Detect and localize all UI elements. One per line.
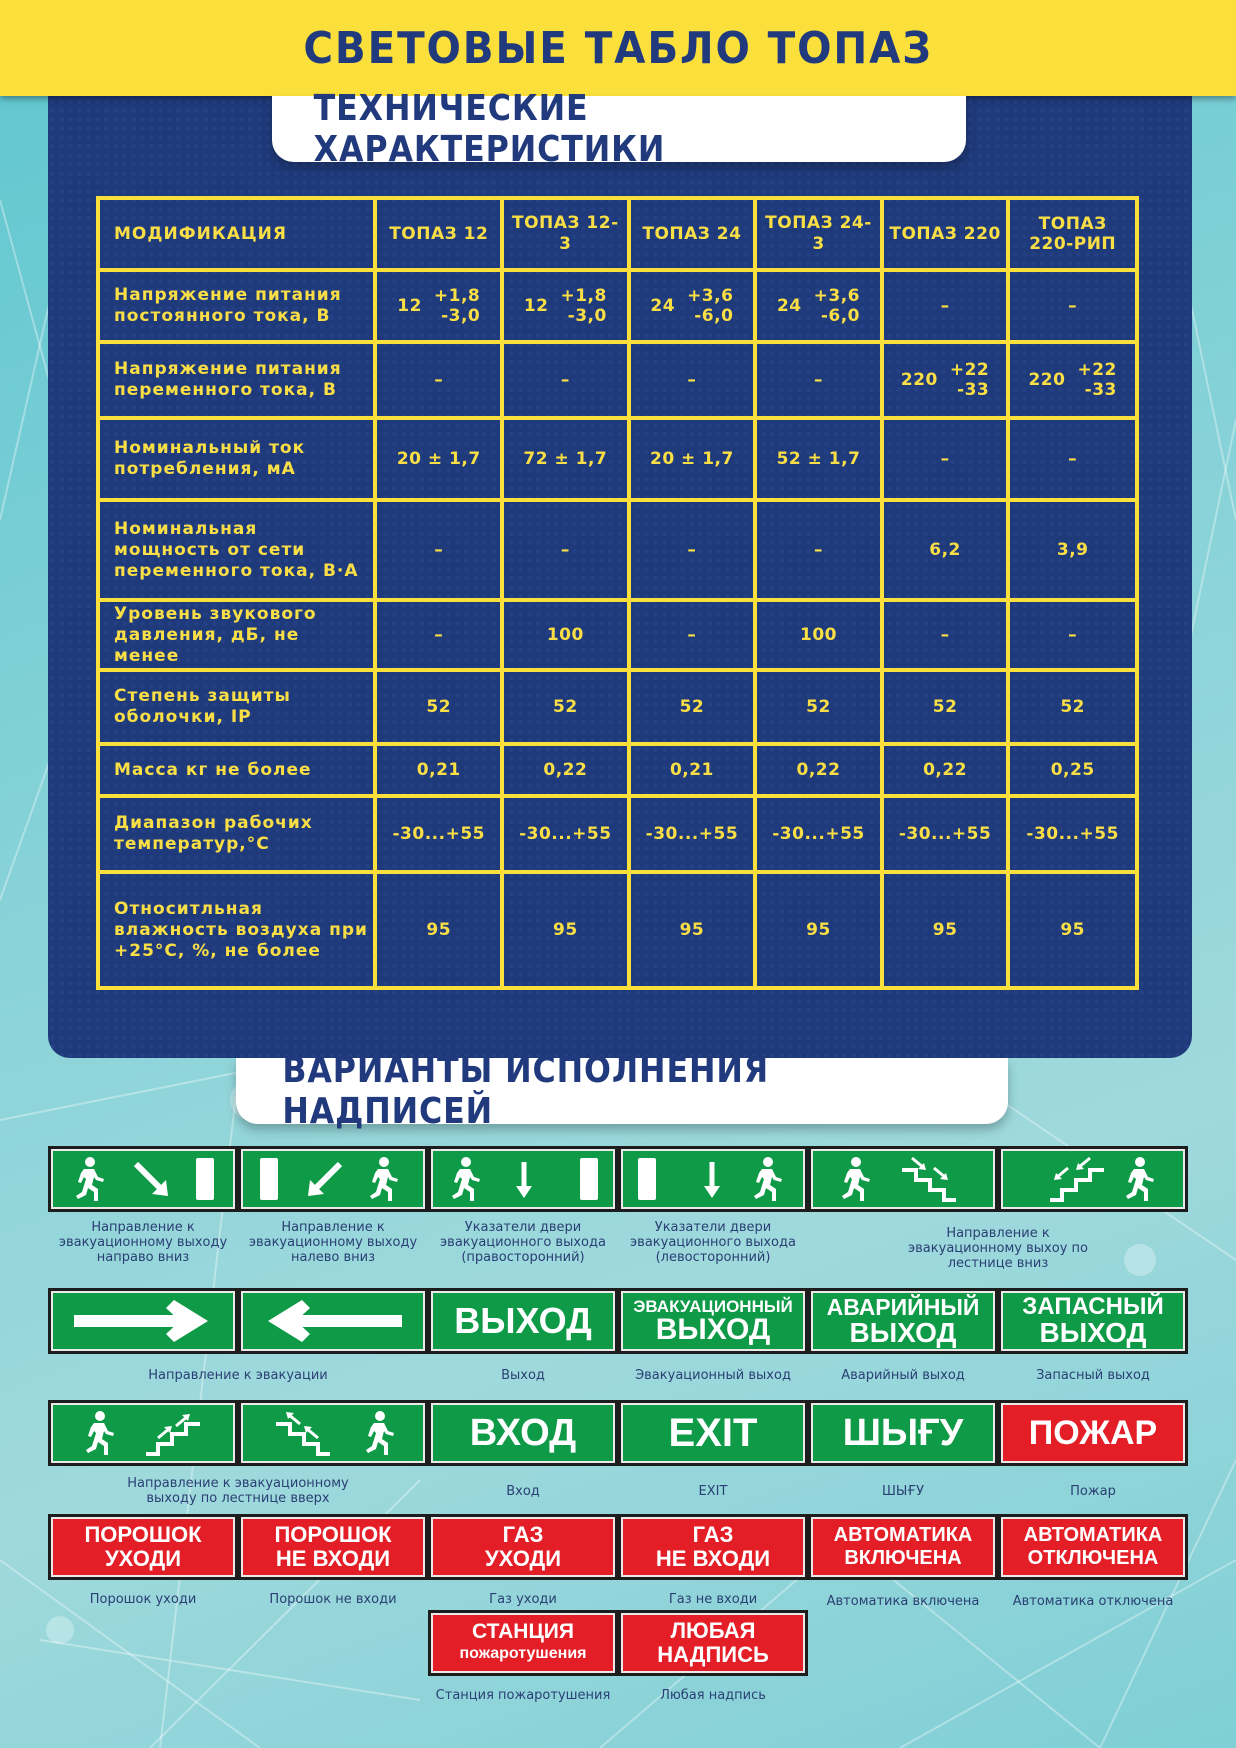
table-cell: 52 bbox=[882, 670, 1009, 744]
sign-evacuation-left-down bbox=[238, 1146, 428, 1212]
stairs-up-running-man-icon bbox=[248, 1408, 418, 1458]
table-cell: 20 ± 1,7 bbox=[629, 418, 756, 500]
table-row bbox=[98, 600, 1137, 670]
sign-caption: Аварийный выход bbox=[841, 1368, 965, 1383]
signs-section-header bbox=[236, 1050, 1008, 1132]
table-cell: 100 bbox=[755, 600, 882, 670]
table-header-row bbox=[98, 198, 1137, 270]
table-cell: – bbox=[1008, 600, 1137, 670]
table-cell: – bbox=[755, 342, 882, 418]
sign-caption: Направление к эвакуационному выходу по лестнице вверх bbox=[127, 1476, 349, 1506]
table-cell: – bbox=[629, 500, 756, 600]
sign-stairs-down-right bbox=[808, 1146, 998, 1212]
sign-arrow-right bbox=[48, 1288, 238, 1354]
sign-stairs-up-right bbox=[48, 1400, 238, 1466]
table-cell: – bbox=[882, 600, 1009, 670]
sign-automation-on: АВТОМАТИКА ВКЛЮЧЕНА bbox=[808, 1514, 998, 1580]
table-cell: – bbox=[502, 342, 629, 418]
running-man-arrow-down-door-icon bbox=[438, 1154, 608, 1204]
row-param: Номинальный ток потребления, мА bbox=[98, 418, 375, 500]
running-man-stairs-up-icon bbox=[58, 1408, 228, 1458]
row-param: Напряжение питания переменного тока, В bbox=[98, 342, 375, 418]
sign-caption: Порошок уходи bbox=[89, 1592, 197, 1607]
sign-caption: EXIT bbox=[698, 1484, 728, 1499]
sign-caption: Направление к эвакуации bbox=[148, 1368, 328, 1383]
table-cell: -30...+55 bbox=[1008, 796, 1137, 872]
header-model: ТОПАЗ 220-РИП bbox=[1008, 198, 1137, 270]
table-cell: 95 bbox=[755, 872, 882, 988]
running-man-stairs-down-icon bbox=[818, 1154, 988, 1204]
table-cell: – bbox=[502, 500, 629, 600]
table-row bbox=[98, 670, 1137, 744]
table-cell: – bbox=[375, 342, 502, 418]
sign-caption: Станция пожаротушения bbox=[435, 1688, 611, 1703]
table-row bbox=[98, 418, 1137, 500]
sign-caption: Указатели двери эвакуационного выхода (правосторонний) bbox=[440, 1220, 606, 1265]
table-row bbox=[98, 872, 1137, 988]
arrow-left-icon bbox=[258, 1298, 408, 1344]
sign-caption: Эвакуационный выход bbox=[635, 1368, 791, 1383]
sign-exit-kazakh: ШЫҒУ bbox=[808, 1400, 998, 1466]
sign-caption: Газ не входи bbox=[668, 1592, 758, 1607]
specs-section-header bbox=[272, 88, 966, 170]
row-param: Диапазон рабочих температур,°C bbox=[98, 796, 375, 872]
header-model: ТОПАЗ 220 bbox=[882, 198, 1009, 270]
table-row bbox=[98, 270, 1137, 342]
sign-caption: Выход bbox=[501, 1368, 545, 1383]
row-param: Уровень звукового давления, дБ, не менее bbox=[98, 600, 375, 670]
sign-caption: Направление к эвакуационному выходу направо вниз bbox=[58, 1220, 228, 1265]
table-cell: 52 ± 1,7 bbox=[755, 418, 882, 500]
table-cell: 0,21 bbox=[375, 744, 502, 796]
signs-section-title: ВАРИАНТЫ ИСПОЛНЕНИЯ НАДПИСЕЙ bbox=[282, 1050, 770, 1132]
sign-caption: Запасный выход bbox=[1036, 1368, 1150, 1383]
header-model: ТОПАЗ 12 bbox=[375, 198, 502, 270]
table-cell: 220 +22 -33 bbox=[882, 342, 1009, 418]
row-param: Номинальная мощность от сети переменного тока, В·А bbox=[98, 500, 375, 600]
stairs-down-running-man-icon bbox=[1008, 1154, 1178, 1204]
table-cell: 20 ± 1,7 bbox=[375, 418, 502, 500]
table-cell: 0,25 bbox=[1008, 744, 1137, 796]
page-title: СВЕТОВЫЕ ТАБЛО ТОПАЗ bbox=[303, 22, 933, 74]
table-cell: 24 +3,6 -6,0 bbox=[755, 270, 882, 342]
header-model: ТОПАЗ 24 bbox=[629, 198, 756, 270]
sign-fire: ПОЖАР bbox=[998, 1400, 1188, 1466]
table-cell: 52 bbox=[755, 670, 882, 744]
table-cell: – bbox=[755, 500, 882, 600]
table-cell: -30...+55 bbox=[375, 796, 502, 872]
specs-section-title: ТЕХНИЧЕСКИЕ ХАРАКТЕРИСТИКИ bbox=[313, 88, 666, 170]
sign-caption: Направление к эвакуационному выходу налево вниз bbox=[248, 1220, 418, 1265]
sign-emergency-exit: АВАРИЙНЫЙ ВЫХОД bbox=[808, 1288, 998, 1354]
table-cell: 52 bbox=[375, 670, 502, 744]
header-model: ТОПАЗ 24-3 bbox=[755, 198, 882, 270]
sign-exit-door-right bbox=[428, 1146, 618, 1212]
sign-gas-no-entry: ГАЗ НЕ ВХОДИ bbox=[618, 1514, 808, 1580]
table-cell: 3,9 bbox=[1008, 500, 1137, 600]
table-cell: – bbox=[1008, 418, 1137, 500]
table-cell: 24 +3,6 -6,0 bbox=[629, 270, 756, 342]
row-param: Масса кг не более bbox=[98, 744, 375, 796]
row-param: Степень защиты оболочки, IP bbox=[98, 670, 375, 744]
table-cell: 95 bbox=[502, 872, 629, 988]
sign-stairs-down-left bbox=[998, 1146, 1188, 1212]
sign-caption: Газ уходи bbox=[489, 1592, 557, 1607]
sign-gas-leave: ГАЗ УХОДИ bbox=[428, 1514, 618, 1580]
table-cell: 95 bbox=[375, 872, 502, 988]
sign-fire-station: СТАНЦИЯ пожаротушения bbox=[428, 1610, 618, 1676]
sign-caption: Автоматика отключена bbox=[1012, 1594, 1174, 1609]
table-cell: – bbox=[1008, 270, 1137, 342]
table-cell: 12 +1,8 -3,0 bbox=[502, 270, 629, 342]
table-row bbox=[98, 744, 1137, 796]
table-cell: 52 bbox=[1008, 670, 1137, 744]
table-cell: 95 bbox=[629, 872, 756, 988]
sign-powder-leave: ПОРОШОК УХОДИ bbox=[48, 1514, 238, 1580]
table-cell: – bbox=[629, 342, 756, 418]
arrow-right-icon bbox=[68, 1298, 218, 1344]
sign-caption: Автоматика включена bbox=[826, 1594, 980, 1609]
table-cell: 52 bbox=[502, 670, 629, 744]
sign-entrance-vhod: ВХОД bbox=[428, 1400, 618, 1466]
table-cell: – bbox=[882, 270, 1009, 342]
sign-arrow-left bbox=[238, 1288, 428, 1354]
sign-exit-english: EXIT bbox=[618, 1400, 808, 1466]
table-cell: 100 bbox=[502, 600, 629, 670]
running-man-arrow-down-right-door-icon bbox=[58, 1154, 228, 1204]
sign-evacuation-right-down bbox=[48, 1146, 238, 1212]
sign-caption: Порошок не входи bbox=[269, 1592, 397, 1607]
table-cell: 95 bbox=[1008, 872, 1137, 988]
sign-caption: Направление к эвакуационному выхоу по лестнице вниз bbox=[908, 1226, 1088, 1271]
sign-spare-exit: ЗАПАСНЫЙ ВЫХОД bbox=[998, 1288, 1188, 1354]
table-cell: 0,21 bbox=[629, 744, 756, 796]
table-cell: -30...+55 bbox=[629, 796, 756, 872]
sign-caption: ШЫҒУ bbox=[881, 1484, 925, 1499]
table-cell: – bbox=[375, 500, 502, 600]
table-cell: 0,22 bbox=[882, 744, 1009, 796]
table-cell: 12 +1,8 -3,0 bbox=[375, 270, 502, 342]
table-cell: – bbox=[375, 600, 502, 670]
specs-table bbox=[96, 196, 1139, 990]
sign-automation-off: АВТОМАТИКА ОТКЛЮЧЕНА bbox=[998, 1514, 1188, 1580]
row-param: Напряжение питания постоянного тока, В bbox=[98, 270, 375, 342]
sign-exit-door-left bbox=[618, 1146, 808, 1212]
table-row bbox=[98, 796, 1137, 872]
header-param: МОДИФИКАЦИЯ bbox=[98, 198, 375, 270]
sign-evacuation-exit: ЭВАКУАЦИОННЫЙ ВЫХОД bbox=[618, 1288, 808, 1354]
table-row bbox=[98, 500, 1137, 600]
sign-stairs-up-left bbox=[238, 1400, 428, 1466]
table-cell: 0,22 bbox=[755, 744, 882, 796]
table-cell: 72 ± 1,7 bbox=[502, 418, 629, 500]
table-cell: – bbox=[882, 418, 1009, 500]
sign-custom-text: ЛЮБАЯ НАДПИСЬ bbox=[618, 1610, 808, 1676]
sign-caption: Вход bbox=[506, 1484, 540, 1499]
header-model: ТОПАЗ 12-3 bbox=[502, 198, 629, 270]
sign-caption: Указатели двери эвакуационного выхода (левосторонний) bbox=[630, 1220, 796, 1265]
table-cell: -30...+55 bbox=[882, 796, 1009, 872]
sign-powder-no-entry: ПОРОШОК НЕ ВХОДИ bbox=[238, 1514, 428, 1580]
row-param: Относитльная влажность воздуха при +25°C, %, не более bbox=[98, 872, 375, 988]
table-cell: – bbox=[629, 600, 756, 670]
table-cell: 52 bbox=[629, 670, 756, 744]
sign-caption: Пожар bbox=[1070, 1484, 1116, 1499]
door-arrow-down-running-man-icon bbox=[628, 1154, 798, 1204]
header-bar bbox=[0, 0, 1236, 96]
table-row bbox=[98, 342, 1137, 418]
sign-caption: Любая надпись bbox=[660, 1688, 766, 1703]
door-arrow-down-left-running-man-icon bbox=[248, 1154, 418, 1204]
table-cell: -30...+55 bbox=[502, 796, 629, 872]
table-cell: 0,22 bbox=[502, 744, 629, 796]
table-cell: 95 bbox=[882, 872, 1009, 988]
table-cell: -30...+55 bbox=[755, 796, 882, 872]
table-cell: 6,2 bbox=[882, 500, 1009, 600]
table-cell: 220 +22 -33 bbox=[1008, 342, 1137, 418]
sign-exit-vyhod: ВЫХОД bbox=[428, 1288, 618, 1354]
